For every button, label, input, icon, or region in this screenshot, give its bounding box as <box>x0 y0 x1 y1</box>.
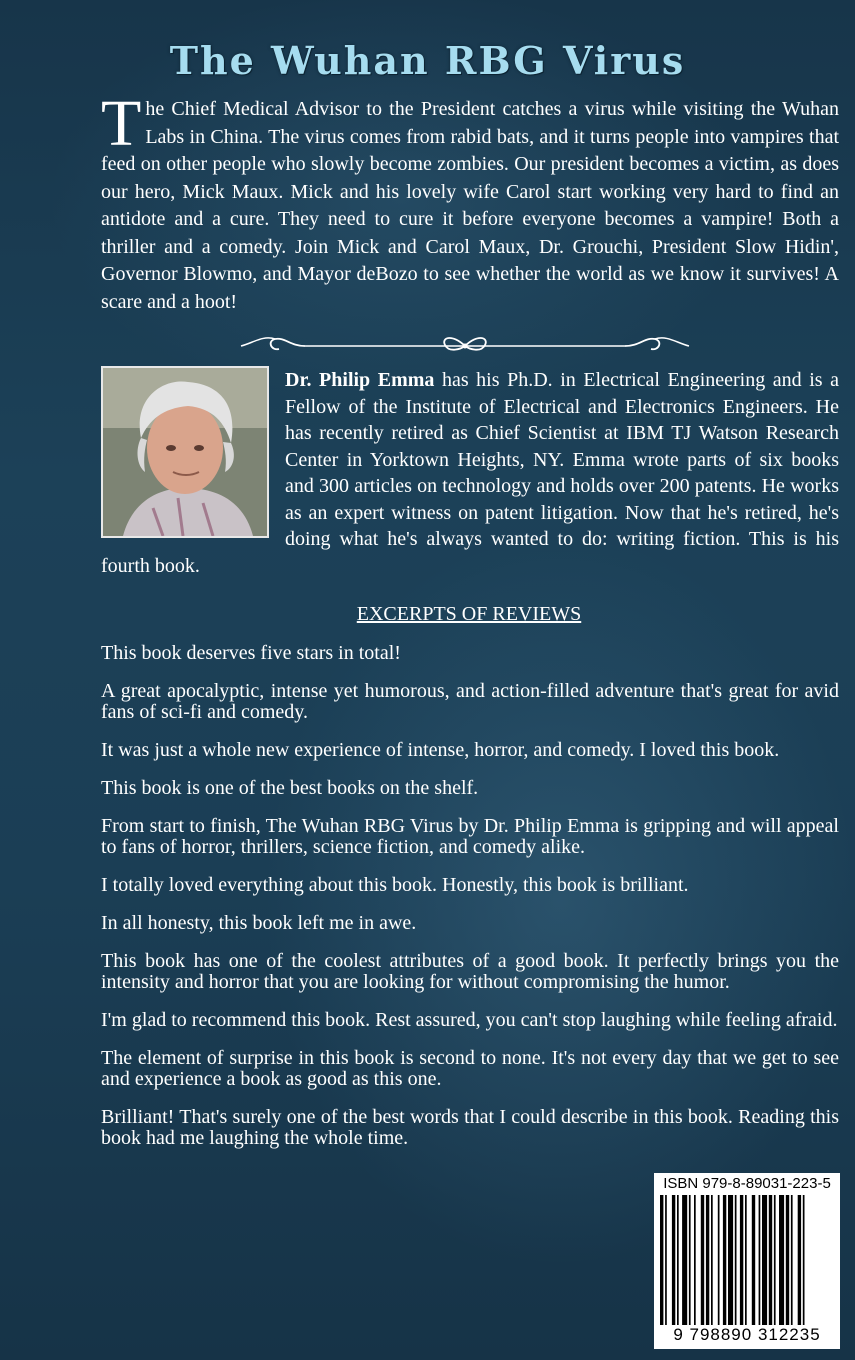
isbn-label: ISBN 979-8-89031-223-5 <box>663 1175 831 1192</box>
review-item: I'm glad to recommend this book. Rest assured, you can't stop laughing while feeling afraid. <box>101 1009 838 1031</box>
review-item: A great apocalyptic, intense yet humorous, and action-filled adventure that's great for avid fans of sci-fi and comedy. <box>101 680 839 723</box>
blurb-drop-cap: T <box>101 87 142 160</box>
review-item: This book is one of the best books on the shelf. <box>101 777 479 799</box>
review-item: The element of surprise in this book is second to none. It's not every day that we get to see and experience a book as good as this one. <box>101 1047 839 1090</box>
review-item: Brilliant! That's surely one of the best words that I could describe in this book. Reading this book had me laughing the whole time. <box>101 1106 839 1149</box>
review-item: I totally loved everything about this book. Honestly, this book is brilliant. <box>101 874 689 896</box>
reviews-heading: EXCERPTS OF REVIEWS <box>356 603 582 625</box>
book-blurb <box>101 87 839 316</box>
author-name: Dr. Philip Emma <box>285 369 435 391</box>
blurb-text: he Chief Medical Advisor to the President catches a virus while visiting the Wuhan Labs in China. The virus comes from rabid bats, and it turns people into vampires that feed on other people who slowly become zombies. Our president becomes a victim, as does our hero, Mick Maux. Mick and his lovely wife Carol start working very hard to find an antidote and a cure. They need to cure it before everyone becomes a vampire! Both a thriller and a comedy. Join Mick and Carol Maux, Dr. Grouchi, President Slow Hidin', Governor Blowmo, and Mayor deBozo to see whether the world as we know it survives! A scare and a hoot! <box>101 98 839 313</box>
reviews-list <box>101 643 839 1166</box>
review-item: This book has one of the coolest attributes of a good book. It perfectly brings you the intensity and horror that you are looking for without compromising the humor. <box>101 950 839 993</box>
book-title: The Wuhan RBG Virus <box>169 38 686 83</box>
barcode-icon <box>660 1195 834 1325</box>
barcode-digits: 9 798890 312235 <box>673 1325 821 1344</box>
review-item: In all honesty, this book left me in awe. <box>101 912 417 934</box>
isbn-barcode <box>654 1173 840 1349</box>
author-bio <box>101 367 839 579</box>
review-item: From start to finish, The Wuhan RBG Virus by Dr. Philip Emma is gripping and will appeal to fans of horror, thrillers, science fiction, and comedy alike. <box>101 815 839 858</box>
author-bio-text: has his Ph.D. in Electrical Engineering and is a Fellow of the Institute of Electrical and Electronics Engineers. He has recently retired as Chief Scientist at IBM TJ Watson Research Center in Yorktown Heights, NY. Emma wrote parts of six books and 300 articles on technology and holds over 200 patents. He works as an expert witness on patent litigation. Now that he's retired, he's doing what he's always wanted to do: writing fiction. This is his fourth book. <box>101 369 840 577</box>
ornamental-divider-icon <box>235 333 695 359</box>
review-item: It was just a whole new experience of intense, horror, and comedy. I loved this book. <box>101 739 780 761</box>
review-item: This book deserves five stars in total! <box>101 642 401 664</box>
